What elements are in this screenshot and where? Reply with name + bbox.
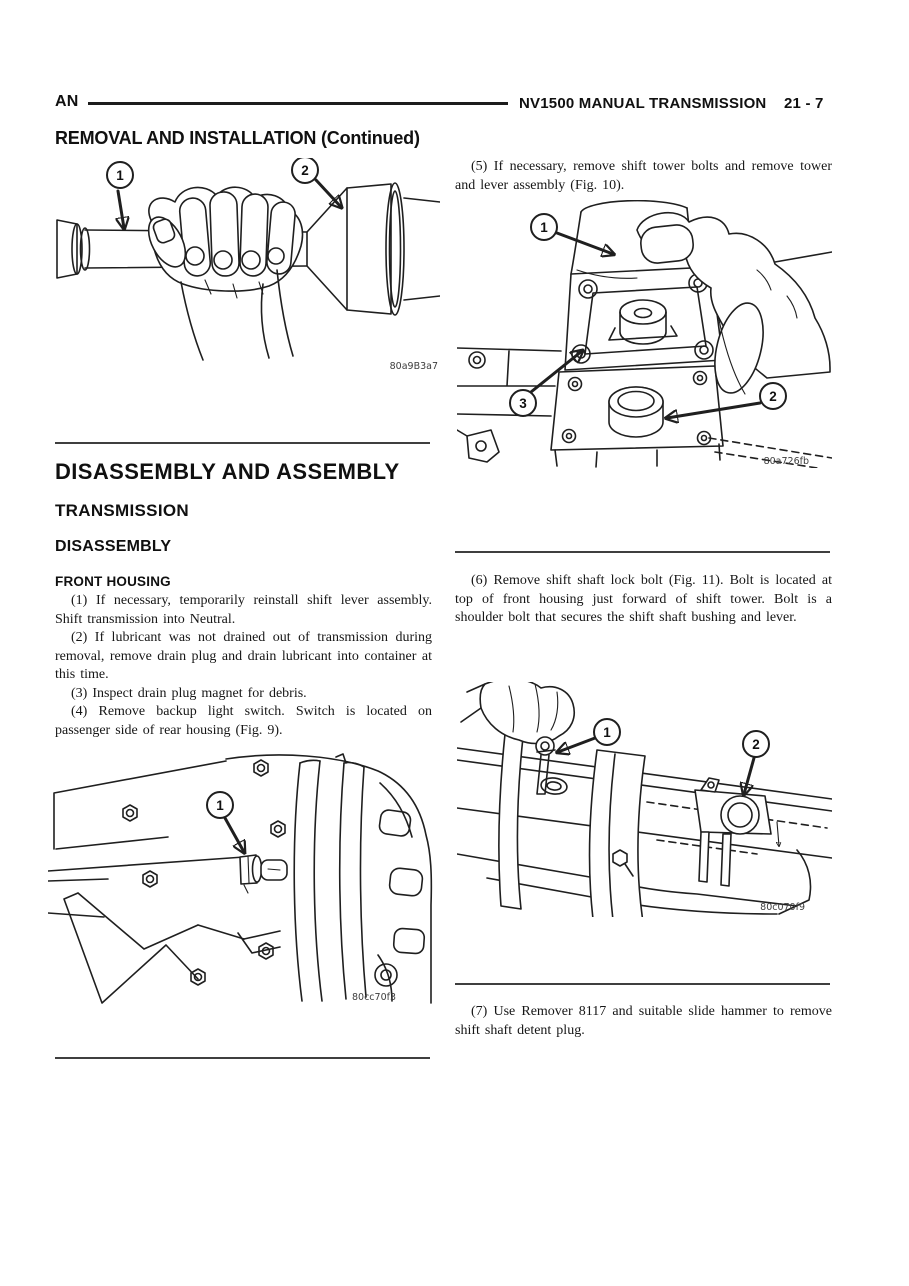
column-rule xyxy=(455,551,830,553)
shift-shaft-bushing-boss xyxy=(695,778,771,886)
callout-2 xyxy=(292,158,341,207)
step-3: (3) Inspect drain plug magnet for debris. xyxy=(71,685,307,701)
svg-text:1: 1 xyxy=(540,220,548,235)
callout-1 xyxy=(207,792,244,852)
svg-text:2: 2 xyxy=(301,163,309,178)
header-rule xyxy=(88,102,508,105)
header-title: NV1500 MANUAL TRANSMISSION xyxy=(519,95,767,112)
step-5: (5) If necessary, remove shift tower bolts and remove tower and lever assembly (Fig. 10). xyxy=(455,159,832,193)
heading-disassembly-assembly: DISASSEMBLY AND ASSEMBLY xyxy=(55,459,400,484)
figure-shaft-grip xyxy=(55,158,440,386)
hand xyxy=(461,682,574,743)
figure-shift-tower xyxy=(457,200,832,468)
callout-1 xyxy=(107,162,133,228)
heading-disassembly: DISASSEMBLY xyxy=(55,538,172,555)
header-manual-code: AN xyxy=(55,93,79,110)
heading-front-housing: FRONT HOUSING xyxy=(55,574,171,589)
heading-transmission: TRANSMISSION xyxy=(55,501,189,520)
column-rule xyxy=(55,1057,430,1059)
figure-code: 80a726fb xyxy=(763,456,809,467)
figure-backup-switch xyxy=(48,753,433,1005)
shift-tower-opening xyxy=(609,387,663,437)
step-6: (6) Remove shift shaft lock bolt (Fig. 11). Bolt is located at top of front housing just forward of shift tower. Bolt is a shoulder bolt that secures the shift shaft bushing and lever. xyxy=(455,573,832,625)
callout-2 xyxy=(743,731,769,794)
step-6-paragraph xyxy=(455,572,832,628)
figure-code: 80c070f9 xyxy=(760,902,805,913)
svg-text:3: 3 xyxy=(519,396,527,411)
shift-tower-gasket xyxy=(565,267,723,370)
column-rule xyxy=(455,983,830,985)
step-4: (4) Remove backup light switch. Switch is located on passenger side of rear housing (Fig. 9). xyxy=(55,704,432,738)
figure-code: 80a9B3a7 xyxy=(389,361,438,372)
svg-text:2: 2 xyxy=(769,389,777,404)
figure-code: 80cc70f3 xyxy=(351,992,396,1003)
callout-1 xyxy=(531,214,613,254)
continued-section-heading: REMOVAL AND INSTALLATION (Continued) xyxy=(55,128,420,148)
header-page-number: 21 - 7 xyxy=(784,95,824,112)
step-5-paragraph xyxy=(455,158,832,195)
svg-text:1: 1 xyxy=(116,168,124,183)
column-rule xyxy=(55,442,430,444)
step-7-paragraph xyxy=(455,1003,832,1040)
step-2: (2) If lubricant was not drained out of transmission during removal, remove drain plug and drain lubricant into container at this time. xyxy=(55,630,432,682)
svg-text:1: 1 xyxy=(603,725,611,740)
front-housing-flange xyxy=(590,750,645,917)
backup-light-switch xyxy=(240,855,287,893)
callout-3 xyxy=(510,351,582,416)
front-housing-steps xyxy=(55,592,432,740)
figure-lock-bolt xyxy=(457,682,832,917)
svg-text:2: 2 xyxy=(752,737,760,752)
step-1: (1) If necessary, temporarily reinstall shift lever assembly. Shift transmission into Neutral. xyxy=(55,593,432,627)
svg-text:1: 1 xyxy=(216,798,224,813)
step-7: (7) Use Remover 8117 and suitable slide hammer to remove shift shaft detent plug. xyxy=(455,1004,832,1038)
